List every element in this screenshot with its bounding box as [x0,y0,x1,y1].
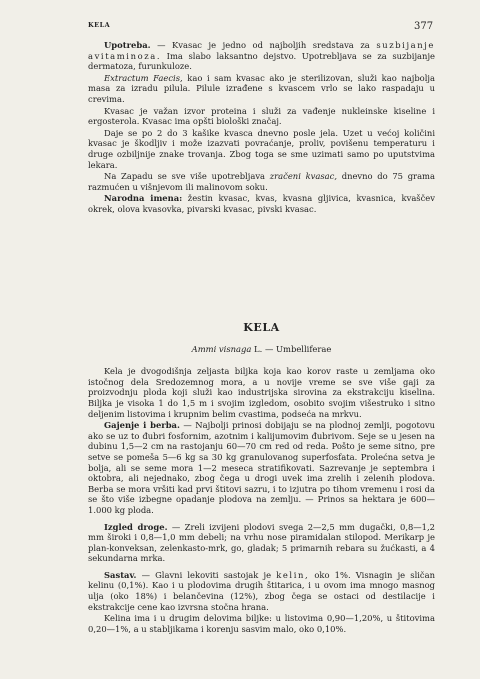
heading-upotreba: Upotreba. [104,40,151,50]
paragraph-kelina: Kelina ima i u drugim delovima biljke: u listovima 0,90—1,20%, u štitovima 0,20—1%, a u stabljikama i korenju sasvim malo, oko 0,10%. [88,613,435,634]
sastav-text-2: oko 1%. Visnagin je sličan kelinu (0,1%). Kao i u plodovima drugih štitarica, i u ovom ima mnogo masnog ulja (oko 18%) i belančevina (12%), zbog čega se ostaci od destilacije i ekstrakcije cene kao izvrsna stočna hrana. [88,569,436,612]
paragraph-upotreba [88,40,435,72]
west-text-2: dnevno do 75 grama razmućen u višnjevom ili malinovom soku. [88,171,435,192]
west-text-1: Na Zapadu se sve više upotrebljava [104,171,270,182]
page-number: 377 [414,21,434,32]
top-text-block [88,40,435,216]
paragraph-dose: Daje se po 2 do 3 kašike kvasca dnevno posle jela. Uzet u većoj količini kvasac je škodljiv i može izazvati povraćanje, proliv, povišenu temperaturu i druge ozbiljnije znake trovanja. Zbog toga se sme uzimati samo po uputstvima lekara. [88,127,435,170]
section-title: KELA [243,321,280,334]
upotreba-text-2: Ima slabo laksantno dejstvo. Upotrebljava se za suzbijanje dermatoza, furunkuloze. [88,50,435,72]
paragraph-sastav [88,570,435,612]
kela-section [88,323,435,635]
running-head: KELA [88,21,111,29]
paragraph-gajenje [88,420,435,515]
heading-narodna-imena: Narodna imena: [104,193,183,204]
gajenje-text: — Najbolji prinosi dobijaju se na plodnoj zemlji, pogotovu ako se uz to đubri fosfornim, azotnim i kalijumovim đubrivom. Seje se u jesen na dubinu 1,5—2 cm na rastojanju 60—70 cm red od reda. Pošto je seme sitno, pre setve se pomeša 5—6 kg sa 30 kg granulovanog superfosfata. Prolećna setva je bolja, ali se seme mora 1—2 meseca stratifikovati. Sazrevanje je septembra i oktobra, ali nejednako, zbog čega u drogi uvek ima zrelih i zelenih plodova. Berba se mora vršiti kad prvi štitovi sazru, i to izjutra po tihom vremenu i rosi da se što više izbegne opadanje plodova na zemlju. — Prinos sa hektara je 600—1.000 kg ploda. [88,420,435,515]
narodna-text: žestin kvasac, kvas, kvasna gljivica, kvasnica, kvaščev okrek, olova kvasovka, pivarski kvasac, pivski kvasac. [88,193,435,214]
upotreba-text-1: — Kvasac je jedno od najboljih sredstava za [150,40,377,50]
extractum-name: Extractum Faecis, [104,72,183,83]
upotreba-spaced: suzbijanje avitaminoza. [88,40,435,61]
sastav-text-1: — Glavni lekoviti sastojak je [136,569,277,580]
paragraph-west [88,171,435,192]
izgled-text: — Zreli izvijeni plodovi svega 2—2,5 mm dugački, 0,8—1,2 mm široki i 0,8—1,0 mm debeli; na vrhu nose piramidalan stilopod. Merikarp je plan-konveksan, zelenkasto-mrk, go, gladak; 5 primarnih rebara su žućkasti, a 4 sekundarna mrka. [88,521,436,564]
heading-sastav: Sastav. [104,569,137,580]
paragraph-protein: Kvasac je važan izvor proteina i služi za vađenje nukleinske kiseline i ergosterola. Kvasac ima opšti biološki značaj. [88,105,435,127]
paragraph-intro: Kela je dvogodišnja zeljasta biljka koja kao korov raste u zemljama oko istočnog dela Sredozemnog mora, a u novije vreme se sve više gaji za proizvodnju ploda koji služi kao industrijska sirovina za ekstrakciju kiselina. Biljka je visoka 1 do 1,5 m i svojim izgledom, osobito svojim višestruko i sitno deljenim listovima i krupnim belim cvastima, podseća na mrkvu. [88,366,435,419]
heading-gajenje: Gajenje i berba. [104,420,180,431]
west-italic: zračeni kvasac, [269,171,338,182]
extractum-text: kao i sam kvasac ako je sterilizovan, služi kao najbolja masa za izradu pilula. Pilule izrađene s kvascem vrlo se lako raspadaju u crevima. [88,72,435,104]
latin-name: Ammi visnaga [191,343,252,354]
heading-izgled: Izgled droge. [104,521,168,532]
latin-author: L. — Umbelliferae [251,343,332,354]
section-subtitle [88,344,435,355]
paragraph-extractum [88,73,435,105]
paragraph-narodna-imena [88,193,435,214]
sastav-spaced: kelin, [276,569,310,580]
paragraph-izgled [88,522,435,564]
